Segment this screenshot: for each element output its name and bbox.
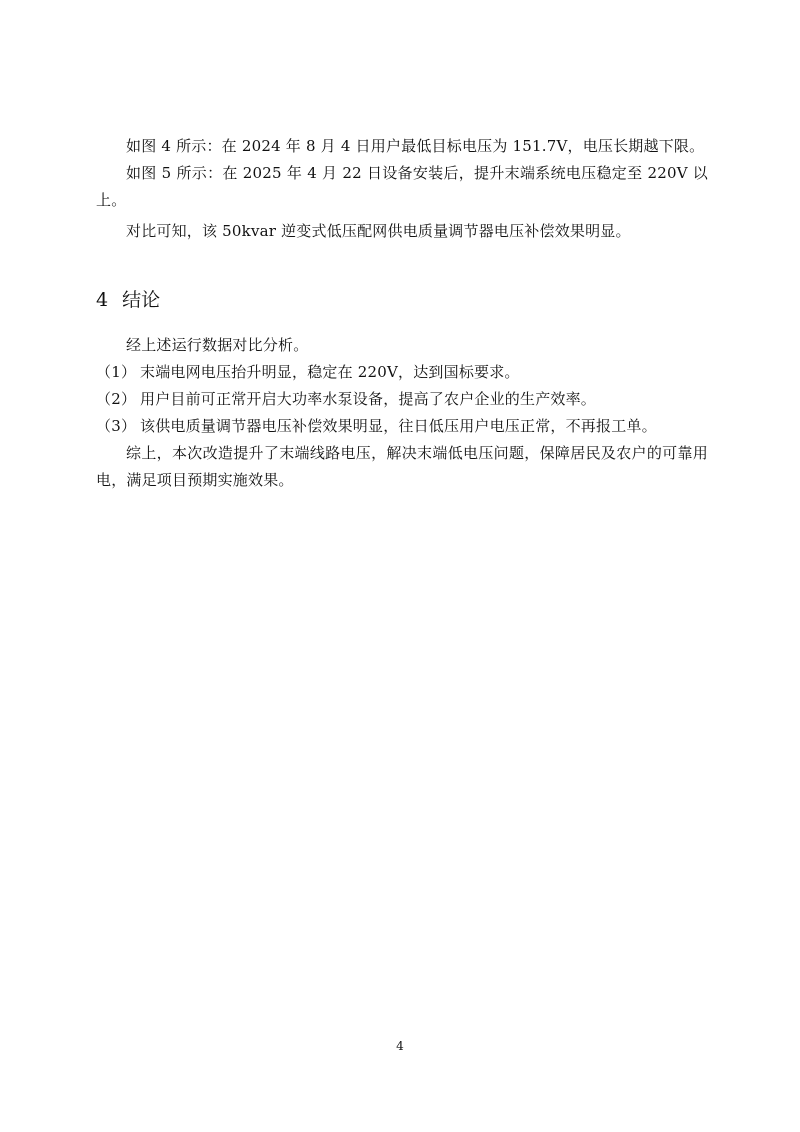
section-heading [96, 285, 160, 315]
section-title: 结论 [122, 289, 161, 311]
list-item-text: 该供电质量调节器电压补偿效果明显，往日低压用户电压正常，不再报工单。 [140, 417, 657, 435]
page-number: 4 [396, 1039, 404, 1053]
summary-paragraph: 综上，本次改造提升了末端线路电压，解决末端低电压问题，保障居民及农户的可靠用电，满足项目预期实施效果。 [96, 444, 708, 489]
section-intro: 经上述运行数据对比分析。 [126, 336, 309, 354]
list-item [96, 413, 708, 440]
list-item [96, 359, 708, 386]
list-marker: （2） [96, 390, 137, 408]
section-number: 4 [96, 289, 109, 311]
paragraph-comparison: 对比可知，该 50kvar 逆变式低压配网供电质量调节器电压补偿效果明显。 [126, 222, 631, 240]
list-item-text: 用户目前可正常开启大功率水泵设备，提高了农户企业的生产效率。 [140, 390, 597, 408]
list-marker: （1） [96, 363, 137, 381]
paragraph-figure-5: 如图 5 所示：在 2025 年 4 月 22 日设备安装后，提升末端系统电压稳定至 220V 以上。 [96, 164, 708, 209]
paragraph-figure-4: 如图 4 所示：在 2024 年 8 月 4 日用户最低目标电压为 151.7V，电压长期越下限。 [126, 137, 705, 155]
list-marker: （3） [96, 417, 137, 435]
list-item-text: 末端电网电压抬升明显，稳定在 220V，达到国标要求。 [140, 363, 520, 381]
list-item [96, 386, 708, 413]
